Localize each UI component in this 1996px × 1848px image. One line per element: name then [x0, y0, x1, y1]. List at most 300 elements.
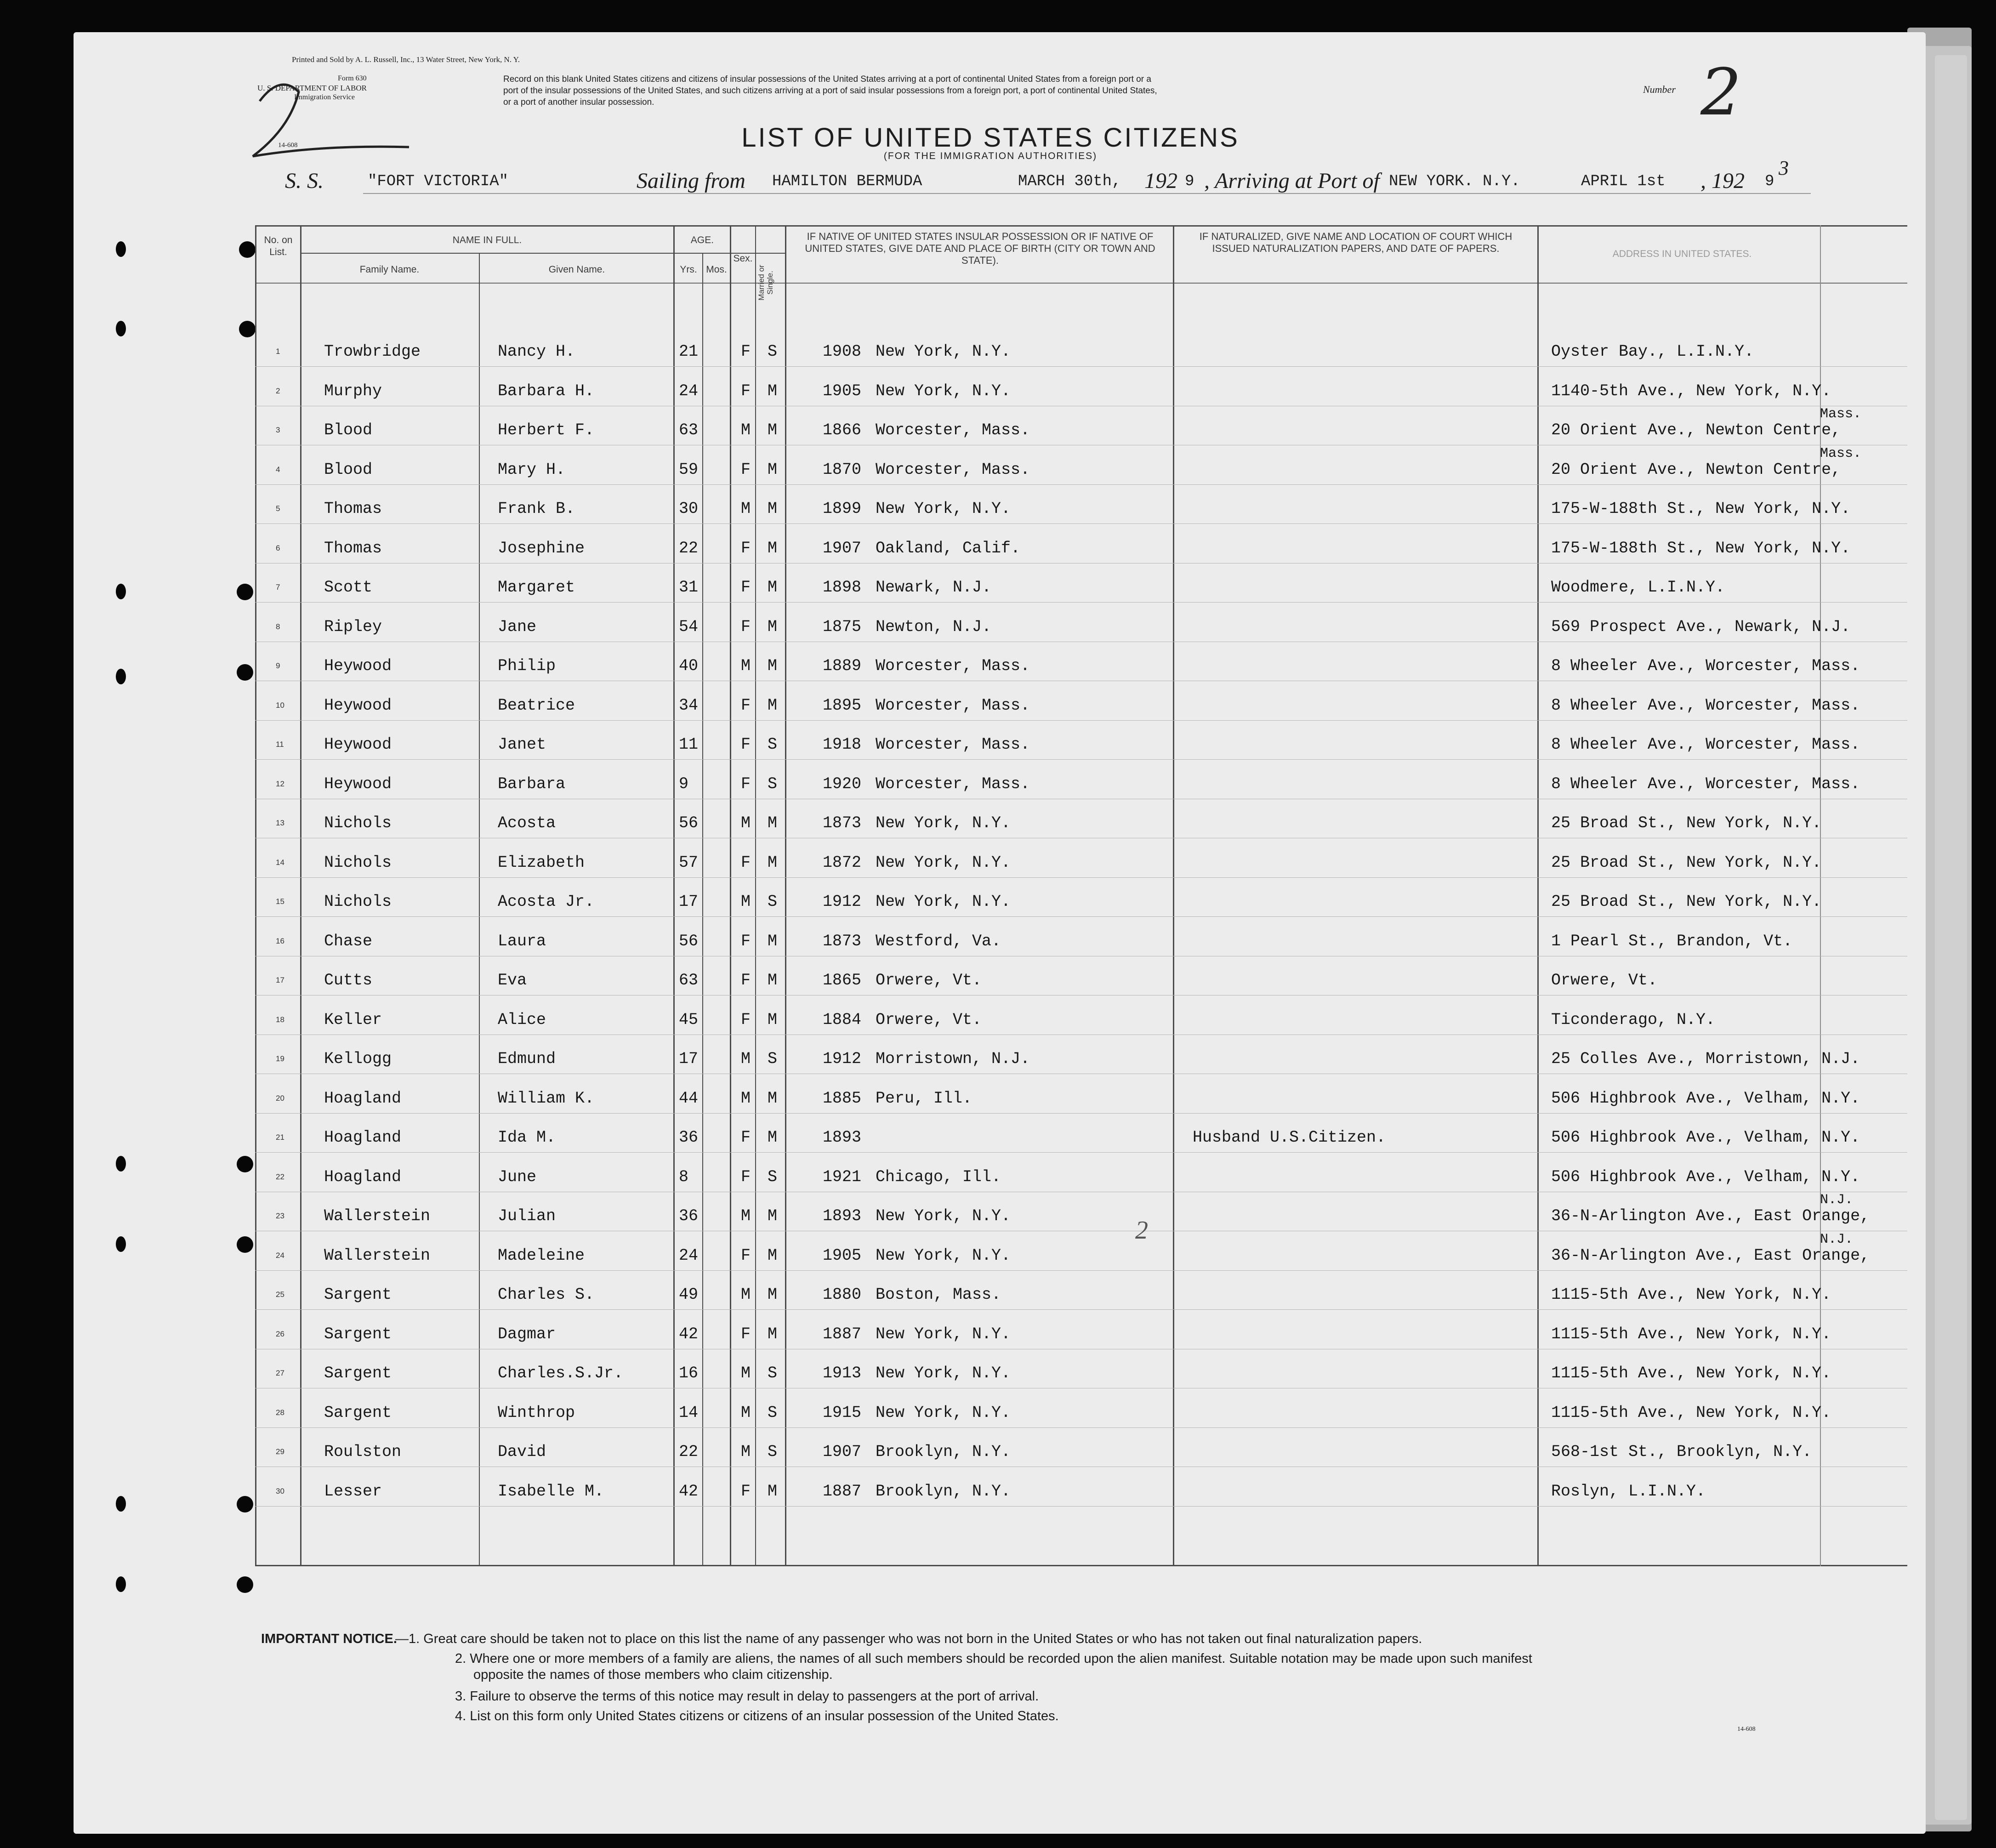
passenger-birthplace: New York, N.Y.	[876, 500, 1011, 518]
passenger-marital-status: M	[768, 657, 778, 675]
passenger-birthplace: Worcester, Mass.	[876, 657, 1030, 675]
column-rule	[785, 225, 786, 1566]
passenger-number: 2	[276, 386, 280, 395]
col-header-address: ADDRESS IN UNITED STATES.	[1612, 249, 1752, 259]
passenger-given-name: Philip	[498, 657, 556, 675]
passenger-birthplace: Westford, Va.	[876, 932, 1001, 950]
passenger-number: 23	[276, 1211, 284, 1220]
passenger-age: 17	[679, 1050, 699, 1068]
col-header-naturalized: IF NATURALIZED, GIVE NAME AND LOCATION OF COURT WHICH ISSUED NATURALIZATION PAPERS, AND DATE OF PAPERS.	[1199, 231, 1513, 254]
row-rule	[255, 1270, 1907, 1271]
passenger-sex: F	[741, 381, 751, 400]
passenger-given-name: Janet	[498, 735, 546, 754]
passenger-given-name: Acosta Jr.	[498, 893, 595, 911]
passenger-address: 506 Highbrook Ave., Velham, N.Y.	[1551, 1128, 1860, 1147]
notice-item-3: 3. Failure to observe the terms of this notice may result in delay to passengers at the port of arrival.	[455, 1689, 1039, 1704]
passenger-address-overflow: Mass.	[1820, 445, 1862, 461]
sailing-year-printed: 192	[1144, 169, 1177, 193]
passenger-marital-status: M	[768, 1482, 778, 1501]
binder-hole	[116, 584, 126, 599]
binder-hole	[116, 241, 126, 257]
passenger-number: 14	[276, 858, 284, 867]
col-header-sex: Sex.	[733, 253, 753, 264]
passenger-sex: F	[741, 539, 751, 557]
passenger-birthplace: Peru, Ill.	[876, 1089, 972, 1108]
row-rule	[255, 366, 1907, 367]
binder-hole	[116, 1496, 126, 1512]
passenger-age: 22	[679, 1443, 699, 1461]
passenger-number: 24	[276, 1251, 284, 1260]
col-header-yrs: Yrs.	[680, 264, 697, 275]
passenger-number: 7	[276, 583, 280, 591]
passenger-age: 9	[679, 774, 689, 793]
passenger-marital-status: M	[768, 696, 778, 715]
binder-hole	[239, 241, 256, 258]
passenger-family-name: Blood	[324, 460, 373, 479]
passenger-marital-status: M	[768, 460, 778, 479]
passenger-family-name: Cutts	[324, 971, 373, 989]
passenger-birth-year: 1893	[823, 1207, 862, 1225]
passenger-birthplace: New York, N.Y.	[876, 1246, 1011, 1265]
passenger-given-name: Alice	[498, 1010, 546, 1029]
arriving-label: , Arriving at Port of	[1204, 169, 1380, 193]
passenger-age: 11	[679, 735, 699, 754]
passenger-given-name: June	[498, 1167, 537, 1186]
passenger-family-name: Sargent	[324, 1364, 392, 1382]
passenger-birthplace: Orwere, Vt.	[876, 971, 982, 989]
passenger-address: 1 Pearl St., Brandon, Vt.	[1551, 932, 1793, 950]
passenger-number: 18	[276, 1015, 284, 1024]
binder-hole	[116, 1236, 126, 1252]
col-header-married-single: Married or Single.	[757, 265, 774, 301]
passenger-age: 22	[679, 539, 699, 557]
sailing-from: HAMILTON BERMUDA	[772, 173, 922, 190]
passenger-given-name: Dagmar	[498, 1325, 556, 1343]
col-header-given: Given Name.	[548, 264, 605, 275]
passenger-birth-year: 1865	[823, 971, 862, 989]
instruction-line-3: or a port of another insular possession.	[503, 97, 654, 107]
passenger-age: 56	[679, 814, 699, 832]
passenger-family-name: Heywood	[324, 774, 392, 793]
passenger-birth-year: 1915	[823, 1403, 862, 1422]
passenger-given-name: David	[498, 1443, 546, 1461]
passenger-address: 36-N-Arlington Ave., East Orange,	[1551, 1246, 1870, 1265]
sailing-label: Sailing from	[637, 169, 745, 193]
passenger-number: 29	[276, 1447, 284, 1456]
passenger-given-name: Nancy H.	[498, 342, 575, 361]
passenger-address: 175-W-188th St., New York, N.Y.	[1551, 500, 1851, 518]
passenger-birthplace: Worcester, Mass.	[876, 421, 1030, 439]
passenger-age: 31	[679, 578, 699, 597]
passenger-age: 24	[679, 381, 699, 400]
passenger-address-overflow: Mass.	[1820, 406, 1862, 422]
passenger-birth-year: 1887	[823, 1482, 862, 1501]
passenger-birthplace: Newark, N.J.	[876, 578, 992, 597]
passenger-birth-year: 1908	[823, 342, 862, 361]
passenger-family-name: Hoagland	[324, 1128, 402, 1147]
passenger-given-name: William K.	[498, 1089, 595, 1108]
passenger-birthplace: Worcester, Mass.	[876, 460, 1030, 479]
passenger-family-name: Heywood	[324, 696, 392, 715]
passenger-number: 30	[276, 1486, 284, 1495]
passenger-number: 11	[276, 740, 284, 749]
table-bottom-rule	[255, 1565, 1907, 1566]
passenger-birthplace: New York, N.Y.	[876, 381, 1011, 400]
page-title: LIST OF UNITED STATES CITIZENS	[741, 123, 1240, 153]
form-code: 14-608	[278, 142, 298, 149]
bottom-code: 14-608	[1737, 1726, 1756, 1733]
passenger-sex: M	[741, 1443, 751, 1461]
passenger-birth-year: 1918	[823, 735, 862, 754]
binder-hole	[237, 1236, 253, 1253]
binder-hole	[116, 321, 126, 336]
passenger-number: 1	[276, 347, 280, 356]
row-rule	[255, 1506, 1907, 1507]
passenger-age: 36	[679, 1128, 699, 1147]
passenger-sex: M	[741, 1050, 751, 1068]
passenger-given-name: Julian	[498, 1207, 556, 1225]
table-top-rule	[255, 225, 1907, 227]
col-header-birthplace: IF NATIVE OF UNITED STATES INSULAR POSSESSION OR IF NATIVE OF UNITED STATES, GIVE DATE AND PLACE OF BIRTH (CITY OR TOWN AND STATE).	[805, 231, 1155, 266]
passenger-age: 56	[679, 932, 699, 950]
manifest-sheet	[74, 32, 1926, 1834]
passenger-given-name: Madeleine	[498, 1246, 585, 1265]
passenger-sex: M	[741, 1285, 751, 1304]
passenger-family-name: Blood	[324, 421, 373, 439]
passenger-birthplace: New York, N.Y.	[876, 814, 1011, 832]
passenger-given-name: Isabelle M.	[498, 1482, 604, 1501]
passenger-address: Ticonderago, N.Y.	[1551, 1010, 1716, 1029]
row-rule	[255, 484, 1907, 485]
passenger-birth-year: 1880	[823, 1285, 862, 1304]
page-edge	[1935, 55, 1967, 1820]
passenger-family-name: Nichols	[324, 814, 392, 832]
passenger-birthplace: New York, N.Y.	[876, 1403, 1011, 1422]
passenger-address: 1115-5th Ave., New York, N.Y.	[1551, 1325, 1831, 1343]
col-header-age: AGE.	[690, 235, 714, 245]
passenger-marital-status: M	[768, 578, 778, 597]
passenger-given-name: Herbert F.	[498, 421, 595, 439]
passenger-age: 54	[679, 617, 699, 636]
handwritten-number: 2	[1700, 55, 1742, 130]
number-label: Number	[1643, 84, 1676, 95]
passenger-birth-year: 1873	[823, 814, 862, 832]
passenger-marital-status: S	[768, 1364, 778, 1382]
binder-hole	[116, 1576, 126, 1592]
passenger-age: 42	[679, 1482, 699, 1501]
passenger-sex: F	[741, 342, 751, 361]
passenger-address-overflow: N.J.	[1820, 1192, 1854, 1208]
arrival-port: NEW YORK. N.Y.	[1389, 173, 1520, 190]
passenger-address: 8 Wheeler Ave., Worcester, Mass.	[1551, 735, 1860, 754]
passenger-birth-year: 1920	[823, 774, 862, 793]
passenger-family-name: Heywood	[324, 657, 392, 675]
passenger-given-name: Winthrop	[498, 1403, 575, 1422]
passenger-marital-status: S	[768, 1443, 778, 1461]
notice-item-2: 2. Where one or more members of a family are aliens, the names of all such members should be recorded upon the alien manifest. Suitable notation may be made upon such manifest	[455, 1651, 1532, 1666]
passenger-birthplace: Newton, N.J.	[876, 617, 992, 636]
passenger-number: 19	[276, 1054, 284, 1063]
passenger-marital-status: S	[768, 1403, 778, 1422]
handwritten-number-2	[248, 64, 423, 179]
passenger-birth-year: 1898	[823, 578, 862, 597]
arrival-date: APRIL 1st	[1581, 173, 1666, 190]
passenger-birthplace: Brooklyn, N.Y.	[876, 1482, 1011, 1501]
passenger-given-name: Charles.S.Jr.	[498, 1364, 624, 1382]
passenger-family-name: Hoagland	[324, 1089, 402, 1108]
printer-line: Printed and Sold by A. L. Russell, Inc., 13 Water Street, New York, N. Y.	[292, 55, 520, 64]
passenger-marital-status: M	[768, 1207, 778, 1225]
passenger-age: 34	[679, 696, 699, 715]
passenger-marital-status: M	[768, 1089, 778, 1108]
passenger-birth-year: 1884	[823, 1010, 862, 1029]
passenger-marital-status: M	[768, 381, 778, 400]
passenger-birth-year: 1912	[823, 893, 862, 911]
passenger-birthplace: Boston, Mass.	[876, 1285, 1001, 1304]
passenger-age: 63	[679, 421, 699, 439]
passenger-birth-year: 1870	[823, 460, 862, 479]
passenger-family-name: Keller	[324, 1010, 382, 1029]
ship-name: "FORT VICTORIA"	[368, 173, 509, 190]
passenger-birthplace: New York, N.Y.	[876, 1207, 1011, 1225]
passenger-address: 1115-5th Ave., New York, N.Y.	[1551, 1364, 1831, 1382]
column-rule	[673, 225, 675, 1566]
passenger-sex: F	[741, 932, 751, 950]
passenger-sex: F	[741, 578, 751, 597]
passenger-address: Oyster Bay., L.I.N.Y.	[1551, 342, 1754, 361]
passenger-age: 44	[679, 1089, 699, 1108]
passenger-marital-status: S	[768, 893, 778, 911]
passenger-birth-year: 1887	[823, 1325, 862, 1343]
passenger-address: 36-N-Arlington Ave., East Orange,	[1551, 1207, 1870, 1225]
binder-hole	[237, 1496, 253, 1513]
passenger-sex: F	[741, 1246, 751, 1265]
passenger-birthplace: Chicago, Ill.	[876, 1167, 1001, 1186]
passenger-marital-status: M	[768, 1285, 778, 1304]
passenger-marital-status: M	[768, 853, 778, 872]
passenger-family-name: Wallerstein	[324, 1246, 431, 1265]
service: Immigration Service	[294, 93, 355, 101]
passenger-given-name: Margaret	[498, 578, 575, 597]
passenger-sex: M	[741, 1403, 751, 1422]
passenger-sex: F	[741, 1128, 751, 1147]
passenger-marital-status: M	[768, 1010, 778, 1029]
passenger-family-name: Ripley	[324, 617, 382, 636]
column-rule	[755, 225, 756, 1566]
col-header-family: Family Name.	[359, 264, 420, 275]
passenger-marital-status: S	[768, 735, 778, 754]
passenger-address: Orwere, Vt.	[1551, 971, 1658, 989]
passenger-age: 49	[679, 1285, 699, 1304]
arrival-year-printed: , 192	[1700, 169, 1745, 193]
row-rule	[255, 720, 1907, 721]
passenger-family-name: Lesser	[324, 1482, 382, 1501]
column-rule	[479, 253, 480, 1566]
passenger-birthplace: Worcester, Mass.	[876, 696, 1030, 715]
passenger-birth-year: 1872	[823, 853, 862, 872]
binder-hole	[116, 1156, 126, 1171]
passenger-given-name: Jane	[498, 617, 537, 636]
passenger-number: 12	[276, 779, 284, 788]
passenger-address: 20 Orient Ave., Newton Centre,	[1551, 460, 1841, 479]
arrival-year-handwritten: 3	[1779, 157, 1789, 179]
passenger-number: 17	[276, 976, 284, 984]
passenger-birth-year: 1866	[823, 421, 862, 439]
passenger-birth-year: 1912	[823, 1050, 862, 1068]
notice-label: IMPORTANT NOTICE.	[261, 1632, 397, 1646]
passenger-sex: F	[741, 853, 751, 872]
passenger-address: 506 Highbrook Ave., Velham, N.Y.	[1551, 1167, 1860, 1186]
passenger-birthplace: New York, N.Y.	[876, 342, 1011, 361]
column-rule	[730, 225, 731, 1566]
passenger-sex: M	[741, 500, 751, 518]
col-header-no: No. on List.	[264, 235, 293, 257]
passenger-age: 30	[679, 500, 699, 518]
binder-hole	[237, 1576, 253, 1593]
passenger-age: 16	[679, 1364, 699, 1382]
passenger-family-name: Kellogg	[324, 1050, 392, 1068]
department: U. S. DEPARTMENT OF LABOR	[257, 84, 367, 92]
passenger-birth-year: 1875	[823, 617, 862, 636]
passenger-sex: F	[741, 1482, 751, 1501]
passenger-birth-year: 1921	[823, 1167, 862, 1186]
passenger-family-name: Roulston	[324, 1443, 402, 1461]
notice-item-2-cont: opposite the names of those members who claim citizenship.	[473, 1667, 833, 1682]
passenger-birthplace: New York, N.Y.	[876, 853, 1011, 872]
passenger-family-name: Nichols	[324, 893, 392, 911]
passenger-given-name: Frank B.	[498, 500, 575, 518]
passenger-number: 25	[276, 1290, 284, 1299]
passenger-number: 6	[276, 543, 280, 552]
passenger-given-name: Edmund	[498, 1050, 556, 1068]
ship-line-rule	[363, 193, 1811, 194]
passenger-sex: M	[741, 893, 751, 911]
passenger-given-name: Beatrice	[498, 696, 575, 715]
passenger-birth-year: 1907	[823, 1443, 862, 1461]
passenger-given-name: Josephine	[498, 539, 585, 557]
passenger-birth-year: 1899	[823, 500, 862, 518]
binder-hole	[239, 321, 256, 337]
passenger-marital-status: M	[768, 421, 778, 439]
passenger-birth-year: 1889	[823, 657, 862, 675]
passenger-birth-year: 1905	[823, 381, 862, 400]
passenger-address: 1115-5th Ave., New York, N.Y.	[1551, 1285, 1831, 1304]
passenger-number: 15	[276, 897, 284, 906]
passenger-address: 25 Broad St., New York, N.Y.	[1551, 853, 1822, 872]
binder-hole	[116, 669, 126, 684]
passenger-number: 26	[276, 1329, 284, 1338]
passenger-given-name: Barbara H.	[498, 381, 595, 400]
passenger-marital-status: M	[768, 539, 778, 557]
passenger-sex: F	[741, 774, 751, 793]
passenger-sex: F	[741, 735, 751, 754]
passenger-address: 25 Colles Ave., Morristown, N.J.	[1551, 1050, 1860, 1068]
row-rule	[255, 1309, 1907, 1310]
row-rule	[255, 1152, 1907, 1153]
passenger-sex: M	[741, 421, 751, 439]
passenger-age: 24	[679, 1246, 699, 1265]
passenger-sex: F	[741, 696, 751, 715]
passenger-birthplace: Morristown, N.J.	[876, 1050, 1030, 1068]
sailing-year-typed: 9	[1185, 173, 1194, 190]
passenger-marital-status: M	[768, 814, 778, 832]
notice-item-1: —1. Great care should be taken not to place on this list the name of any passenger who was not born in the United States or who has not taken out final naturalization papers.	[395, 1632, 1422, 1646]
passenger-number: 16	[276, 936, 284, 945]
passenger-birth-year: 1905	[823, 1246, 862, 1265]
row-rule	[255, 1113, 1907, 1114]
passenger-address: 1115-5th Ave., New York, N.Y.	[1551, 1403, 1831, 1422]
passenger-birth-year: 1907	[823, 539, 862, 557]
passenger-number: 5	[276, 504, 280, 513]
passenger-given-name: Ida M.	[498, 1128, 556, 1147]
passenger-marital-status: M	[768, 617, 778, 636]
passenger-sex: M	[741, 814, 751, 832]
subheader-rule	[300, 253, 785, 254]
passenger-family-name: Thomas	[324, 500, 382, 518]
passenger-family-name: Murphy	[324, 381, 382, 400]
passenger-marital-status: M	[768, 1325, 778, 1343]
passenger-number: 22	[276, 1172, 284, 1181]
passenger-birthplace: New York, N.Y.	[876, 1364, 1011, 1382]
passenger-birth-year: 1895	[823, 696, 862, 715]
passenger-marital-status: S	[768, 1050, 778, 1068]
passenger-family-name: Chase	[324, 932, 373, 950]
passenger-age: 42	[679, 1325, 699, 1343]
column-rule	[300, 225, 301, 1566]
passenger-family-name: Heywood	[324, 735, 392, 754]
passenger-family-name: Sargent	[324, 1403, 392, 1422]
passenger-address: 506 Highbrook Ave., Velham, N.Y.	[1551, 1089, 1860, 1108]
row-rule	[255, 877, 1907, 878]
passenger-number: 10	[276, 700, 284, 710]
passenger-family-name: Hoagland	[324, 1167, 402, 1186]
passenger-sex: M	[741, 1089, 751, 1108]
column-rule	[255, 225, 256, 1566]
passenger-marital-status: M	[768, 971, 778, 989]
passenger-naturalization: Husband U.S.Citizen.	[1193, 1128, 1386, 1147]
notice-item-4: 4. List on this form only United States citizens or citizens of an insular possession of the United States.	[455, 1709, 1059, 1723]
passenger-number: 20	[276, 1093, 284, 1103]
col-header-name: NAME IN FULL.	[452, 235, 522, 245]
passenger-sex: F	[741, 617, 751, 636]
col-header-mos: Mos.	[706, 264, 727, 275]
passenger-sex: F	[741, 460, 751, 479]
passenger-address: 175-W-188th St., New York, N.Y.	[1551, 539, 1851, 557]
binder-hole	[237, 664, 253, 681]
passenger-birth-year: 1913	[823, 1364, 862, 1382]
passenger-sex: F	[741, 971, 751, 989]
passenger-sex: M	[741, 657, 751, 675]
passenger-marital-status: M	[768, 500, 778, 518]
passenger-given-name: Mary H.	[498, 460, 566, 479]
passenger-family-name: Nichols	[324, 853, 392, 872]
sailing-date: MARCH 30th,	[1018, 173, 1121, 190]
passenger-sex: F	[741, 1167, 751, 1186]
passenger-marital-status: M	[768, 1246, 778, 1265]
passenger-address: 25 Broad St., New York, N.Y.	[1551, 893, 1822, 911]
passenger-family-name: Scott	[324, 578, 373, 597]
passenger-sex: F	[741, 1010, 751, 1029]
passenger-birthplace: New York, N.Y.	[876, 893, 1011, 911]
passenger-age: 21	[679, 342, 699, 361]
passenger-age: 40	[679, 657, 699, 675]
passenger-age: 63	[679, 971, 699, 989]
margin-note: 2	[1135, 1216, 1148, 1245]
passenger-number: 21	[276, 1133, 284, 1142]
ship-label: S. S.	[285, 169, 324, 193]
passenger-birthplace: Oakland, Calif.	[876, 539, 1021, 557]
passenger-address: 25 Broad St., New York, N.Y.	[1551, 814, 1822, 832]
